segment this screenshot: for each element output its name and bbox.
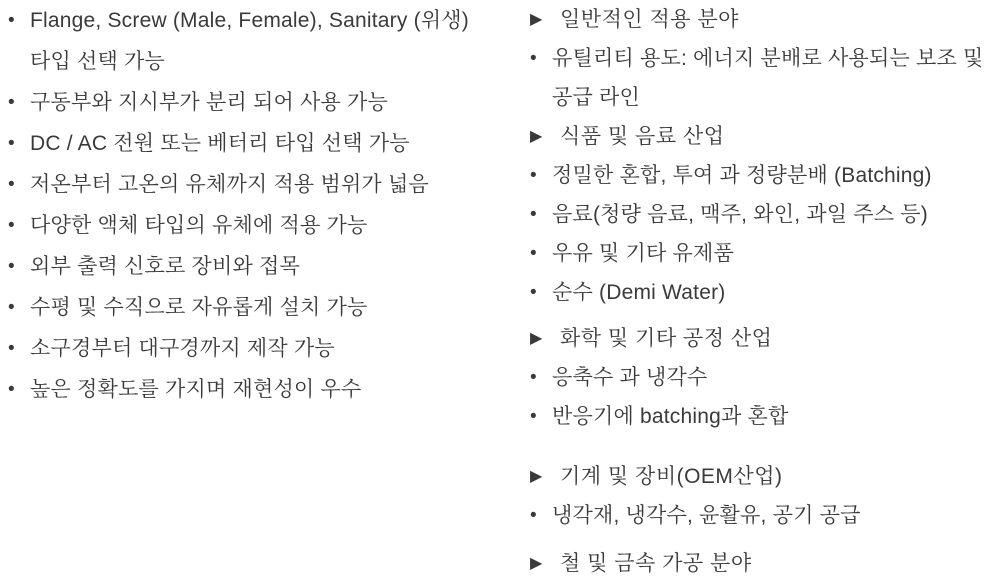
section-header: [530, 319, 995, 358]
section-title: 식품 및 음료 산업: [560, 125, 725, 148]
feature-item-text: 외부 출력 신호로 장비와 접목: [30, 255, 300, 278]
section-chemical-process: [530, 319, 995, 436]
feature-list-column: [8, 0, 490, 410]
feature-item-text: 구동부와 지시부가 분리 되어 사용 가능: [30, 91, 388, 114]
application-item-text: 정밀한 혼합, 투여 과 정량분배 (Batching): [552, 164, 932, 187]
feature-item: [8, 369, 490, 410]
application-item-line1: 유틸리티 용도: 에너지 분배로 사용되는 보조 및: [552, 47, 984, 70]
feature-item-line1: Flange, Screw (Male, Female), Sanitary (위생): [30, 9, 469, 32]
application-item: [530, 195, 995, 234]
section-header: [530, 0, 995, 39]
application-item-text: 반응기에 batching과 혼합: [552, 405, 789, 428]
arrow-icon: ▶: [530, 468, 543, 485]
bullet-icon: •: [8, 297, 15, 318]
feature-item-text: [30, 0, 490, 82]
application-item: [530, 496, 995, 535]
bullet-icon: •: [8, 92, 15, 113]
feature-item-text: 수평 및 수직으로 자유롭게 설치 가능: [30, 296, 368, 319]
bullet-icon: •: [530, 282, 537, 303]
bullet-icon: •: [8, 10, 15, 31]
feature-item: [8, 82, 490, 123]
bullet-icon: •: [8, 215, 15, 236]
application-item: [530, 358, 995, 397]
bullet-icon: •: [8, 256, 15, 277]
section-title: 기계 및 장비(OEM산업): [560, 465, 783, 488]
application-item-text: 냉각재, 냉각수, 윤활유, 공기 공급: [552, 504, 861, 527]
application-item: [530, 273, 995, 312]
section-food-beverage: [530, 117, 995, 312]
feature-item-line2: 타입 선택 가능: [30, 50, 165, 73]
feature-item-text: 높은 정확도를 가지며 재현성이 우수: [30, 378, 362, 401]
application-item: [530, 397, 995, 436]
feature-item: [8, 123, 490, 164]
application-item-line2: 공급 라인: [552, 86, 640, 109]
arrow-icon: ▶: [530, 11, 543, 28]
section-general-applications: [530, 0, 995, 117]
application-item-text: 응축수 과 냉각수: [552, 366, 708, 389]
feature-item-text: 저온부터 고온의 유체까지 적용 범위가 넓음: [30, 173, 429, 196]
section-iron-metal: [530, 544, 995, 583]
feature-item-text: 다양한 액체 타입의 유체에 적용 가능: [30, 214, 368, 237]
application-item-text: [552, 39, 995, 117]
feature-item-text: 소구경부터 대구경까지 제작 가능: [30, 337, 335, 360]
feature-item: [8, 246, 490, 287]
arrow-icon: ▶: [530, 128, 543, 145]
feature-item: [8, 328, 490, 369]
feature-item: [8, 0, 490, 82]
section-header: [530, 117, 995, 156]
section-title: 철 및 금속 가공 분야: [560, 552, 752, 575]
bullet-icon: •: [530, 243, 537, 264]
feature-item-text: DC / AC 전원 또는 베터리 타입 선택 가능: [30, 132, 410, 155]
bullet-icon: •: [530, 406, 537, 427]
arrow-icon: ▶: [530, 555, 543, 572]
feature-item: [8, 287, 490, 328]
application-item-text: 우유 및 기타 유제품: [552, 242, 734, 265]
section-machinery-oem: [530, 457, 995, 535]
application-item-text: 순수 (Demi Water): [552, 281, 726, 304]
bullet-icon: •: [8, 133, 15, 154]
bullet-icon: •: [530, 165, 537, 186]
bullet-icon: •: [8, 174, 15, 195]
bullet-icon: •: [530, 48, 537, 69]
section-header: [530, 457, 995, 496]
feature-item: [8, 164, 490, 205]
bullet-icon: •: [530, 367, 537, 388]
section-title: 화학 및 기타 공정 산업: [560, 327, 773, 350]
bullet-icon: •: [530, 204, 537, 225]
bullet-icon: •: [8, 379, 15, 400]
bullet-icon: •: [530, 505, 537, 526]
application-item: [530, 234, 995, 273]
application-item-text: 음료(청량 음료, 맥주, 와인, 과일 주스 등): [552, 203, 928, 226]
arrow-icon: ▶: [530, 330, 543, 347]
feature-item: [8, 205, 490, 246]
application-item: [530, 156, 995, 195]
application-areas-column: [530, 0, 995, 583]
application-item: [530, 39, 995, 117]
section-title: 일반적인 적용 분야: [560, 8, 739, 31]
bullet-icon: •: [8, 338, 15, 359]
section-header: [530, 544, 995, 583]
